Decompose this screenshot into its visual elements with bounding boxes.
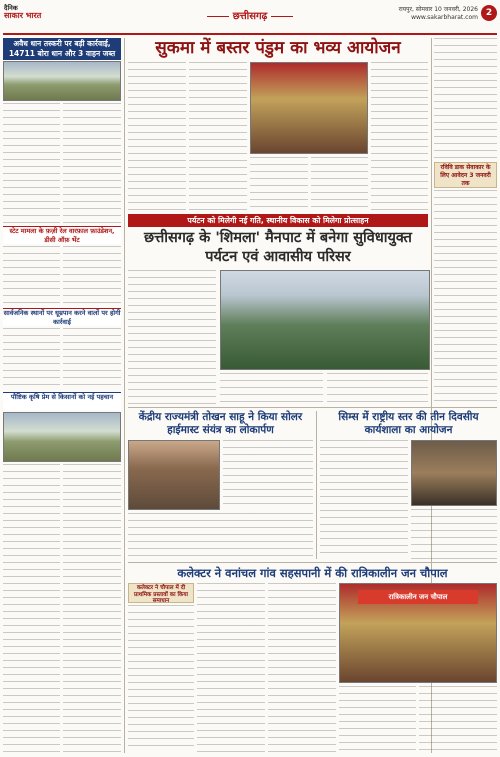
dateline xyxy=(399,6,478,22)
left-story4-photo xyxy=(3,412,121,462)
mainpat-text-b xyxy=(220,373,323,404)
brand-logo xyxy=(4,4,41,20)
left-story4-text-b xyxy=(63,464,121,752)
lead-text-e xyxy=(371,62,428,212)
cims-story-headline: सिम्स में राष्ट्रीय स्तर की तीन दिवसीय कार्यशाला का आयोजन xyxy=(338,411,479,436)
solar-story-photo xyxy=(128,440,220,510)
cims-story-text xyxy=(320,440,408,559)
left-story2-head-box xyxy=(3,226,121,244)
left-story2-text-a xyxy=(3,246,60,306)
left-story2-headline: स्टेट मामला के फ़ज़ी रेल वारफ़ाल फ़ाउंडेशन, डीसी ऑफ़ भेंट xyxy=(9,227,115,244)
masthead xyxy=(0,0,500,34)
left-story3-text-b xyxy=(63,328,121,390)
left-story2-text-b xyxy=(63,246,121,306)
left-story1-text-a xyxy=(3,103,60,225)
chaupal-sidebar-box xyxy=(128,583,194,603)
header-rule xyxy=(3,33,497,35)
chaupal-banner xyxy=(358,590,478,604)
section-title: छत्तीसगढ़ xyxy=(185,8,315,22)
right-text-b xyxy=(434,190,497,405)
section-rule xyxy=(128,407,497,408)
left-story3-headline: सार्वजनिक स्थानों पर धूम्रपान करने वालों पर होगी कार्रवाई xyxy=(3,309,121,326)
cims-story-photo xyxy=(411,440,497,506)
left-story4-text-a xyxy=(3,464,60,752)
brand-tagline: दैनिक xyxy=(4,4,18,12)
mainpat-headline: छत्तीसगढ़ के 'शिमला' मैनपाट में बनेगा सुविधायुक्त पर्यटन एवं आवासीय परिसर xyxy=(144,230,412,265)
lead-text-b xyxy=(189,62,247,212)
left-story4-headline: पौष्टिक कृषि प्रेम से किसानों को नई पहचान xyxy=(10,393,114,401)
chaupal-text-a xyxy=(128,605,194,752)
website-text: www.sakarbharat.com xyxy=(411,14,478,21)
lead-text-d xyxy=(311,157,368,212)
chaupal-sidebar-headline: कलेक्टर ने चौपाल में दी प्राथमिक प्रस्तावों का किया समाधान xyxy=(134,585,188,604)
lead-headline: सुकमा में बस्तर पंडुम का भव्य आयोजन xyxy=(155,38,401,58)
lead-photo xyxy=(250,62,368,154)
left-story1-text-b xyxy=(63,103,121,225)
mid-divider xyxy=(316,411,317,559)
mainpat-text-a xyxy=(128,270,216,404)
right-sidebar-box xyxy=(434,162,497,188)
lead-text-a xyxy=(128,62,186,212)
chaupal-headline: कलेक्टर ने वनांचल गांव सहसपानी में की रात्रिकालीन जन चौपाल xyxy=(177,566,448,580)
brand-name: साकार भारत xyxy=(4,11,42,20)
mainpat-text-c xyxy=(327,373,428,404)
solar-story-text-b xyxy=(128,513,313,559)
left-story4-head-box xyxy=(3,392,121,410)
solar-story-text-a xyxy=(223,440,313,510)
chaupal-photo xyxy=(339,583,497,683)
chaupal-text-e xyxy=(419,686,497,752)
column-divider-left xyxy=(124,38,125,753)
chaupal-text-b xyxy=(197,583,265,752)
chaupal-text-c xyxy=(268,583,336,752)
section-rule-2 xyxy=(128,562,497,563)
cims-story-text-b xyxy=(411,509,497,559)
date-text: रायपुर, सोमवार 10 जनवरी, 2026 xyxy=(398,6,478,13)
left-story1-photo xyxy=(3,61,121,101)
left-story3-text-a xyxy=(3,328,60,390)
left-story3-head-box xyxy=(3,308,121,326)
right-sidebar-headline: रविवि डाक सेवाकार के लिए आवेदन 3 जनवरी तक xyxy=(440,164,491,187)
chaupal-text-d xyxy=(339,686,416,752)
left-story1-headline: अवैध धान तस्करी पर बड़ी कार्रवाई, 14711 बोरा धान और 3 वाहन जब्त xyxy=(3,38,121,60)
solar-story-headline: केंद्रीय राज्यमंत्री तोखन साहू ने किया सोलर हाईमास्ट संयंत्र का लोकार्पण xyxy=(138,411,303,436)
chaupal-banner-text: रात्रिकालीन जन चौपाल xyxy=(388,593,448,601)
lead-text-c xyxy=(250,157,308,212)
tourism-subhead-bar: पर्यटन को मिलेगी नई गति, स्थानीय विकास को मिलेगा प्रोत्साहन xyxy=(128,214,428,227)
right-text-a xyxy=(434,38,497,160)
page-number-badge: 2 xyxy=(481,5,497,21)
mainpat-photo xyxy=(220,270,430,370)
